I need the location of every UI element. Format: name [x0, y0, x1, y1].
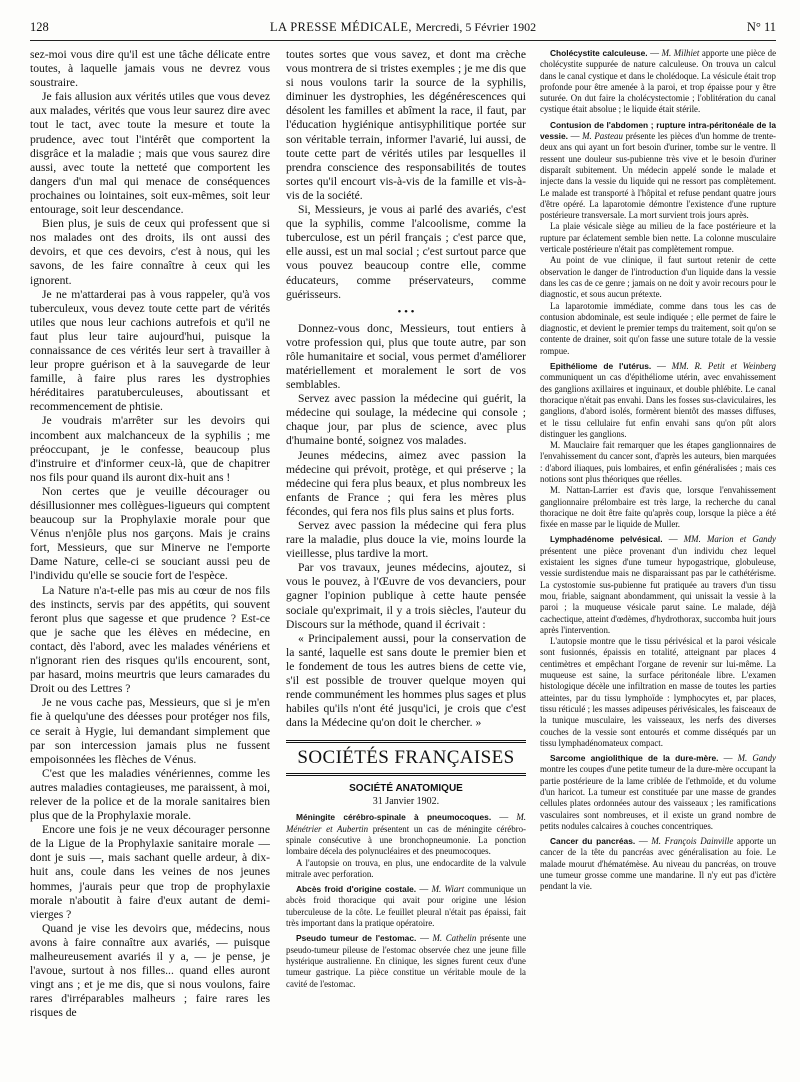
column-left: [30, 48, 270, 1078]
report-authors: MM. Marion et Gandy: [683, 534, 776, 545]
report-entry: Cholécystite calculeuse. — M. Milhiet apporte une pièce de cholécystite suppurée de nature calculeuse. On trouva un calcul dans le canal cystique et dans le cholédoque. La vésicule était trop profonde pour être amenée à la paroi, et trop épaisse pour y être suturée. On dut faire la cholécystectomie ; l'oblitération du canal cystique était absolue ; le liquide était stérile.: [540, 48, 776, 115]
report-entry: Pseudo tumeur de l'estomac. — M. Cathelin présente une pseudo-tumeur pileuse de l'estomac observée chez une jeune fille hystérique australienne. En clinique, les signes furent ceux d'une tumeur gastrique. La pièce constitue un véritable moule de la cavité de l'estomac.: [286, 933, 526, 989]
report-title: Méningite cérébro-spinale à pneumocoques.: [296, 812, 492, 823]
report-paragraph: La plaie vésicale siège au milieu de la face postérieure et la rupture par éclatement semble bien nette. La colonne musculaire verticale postérieure n'était pas complètement rompue.: [540, 221, 776, 255]
page-number: 128: [30, 20, 49, 34]
report-title: Cholécystite calculeuse.: [550, 48, 648, 58]
report-entry: Epithéliome de l'utérus. — MM. R. Petit et Weinberg communiquent un cas d'épithéliome utérin, avec envahissement des ganglions axillaires et inguinaux, et double phlébite. Le canal thoracique n'était pas envahi. Dans les fosses sus-claviculaires, les ganglions, d'abord isolés, formèrent bientôt des masses diffuses, et le tissu cellulaire fut enfin envahi sans qu'on pût alors distinguer les ganglions.: [540, 361, 776, 439]
report-title: Lymphadénome pelvésical.: [550, 534, 663, 545]
paragraph: Non certes que je veuille décourager ou désillusionner mes collègues-ligueurs qui comptent beaucoup sur la Prophylaxie morale pour que Vénus n'enjôle plus nos garçons. Mais je crains fort, Messieurs, que sur Minerve ne l'emporte Dame Nature, celle-ci se souciant aussi peu de l'individu qu'elle se soucie fort de l'espèce.: [30, 484, 270, 583]
report-body: présente une pseudo-tumeur pileuse de l'estomac observée chez une jeune fille hystérique australienne. En clinique, les signes furent ceux d'une tumeur gastrique. La pièce constitue un véritable moule de la cavité de l'estomac.: [286, 933, 526, 989]
issue-date: Mercredi, 5 Février 1902: [415, 20, 537, 34]
report-paragraph: Au point de vue clinique, il faut surtout retenir de cette observation le danger de l'introduction d'un liquide dans la vessie dans les cas de ce genre ; jamais on ne doit y avoir recours pour le diagnostic, et sous aucun prétexte.: [540, 255, 776, 300]
paragraph: C'est que les maladies vénériennes, comme les autres maladies contagieuses, me paraissent, à moi, relever de la police et de la morale sanitaires bien plus que de la Prophylaxie morale.: [30, 766, 270, 823]
report-entry: Cancer du pancréas. — M. François Dainville apporte un cancer de la tête du pancréas avec généralisation au foie. Le malade mourut d'hématémèse. Au niveau du pancréas, on trouve une tumeur grosse comme une mandarine. Il n'y eut pas d'ictère pendant la vie.: [540, 836, 776, 892]
paragraph: Je ne m'attarderai pas à vous rappeler, qu'à vos tuberculeux, vous devez toute cette part de vérités utiles que nous leur cachions autrefois et qu'il ne faut plus leur taire aujourd'hui, puisque la connaissance de ces vérités leur sert à travailler à leur propre guérison et à la sauvegarde de leur famille, à faire plus rares les dystrophies héréditaires paratuberculeuses, aboutissant et recommencement de phtisie.: [30, 287, 270, 414]
report-body: présentent une pièce provenant d'un individu chez lequel existaient les signes d'une tumeur hypogastrique, globuleuse, vessie surdistendue mais ne disparaissant pas par le cathétérisme. La cystostomie sus-pubienne fut pratiquée au travers d'un tissu mou, friable, saignant abondamment, qui unissait la vessie à la paroi ; la muqueuse vésicale parut saine. Le malade, déjà cachectique, atteint d'œdèmes, d'hydrothorax, succomba huit jours après l'intervention.: [540, 545, 776, 635]
report-paragraph: La laparotomie immédiate, comme dans tous les cas de contusion abdominale, est seule indiquée ; elle permet de faire le diagnostic, et devient le premier temps du traitement, soit qu'on se contente de drainer, soit qu'on fasse une suture totale de la vessie rompue.: [540, 300, 776, 356]
report-body: montre les coupes d'une petite tumeur de la dure-mère occupant la partie postérieure de la lame criblée de l'ethmoïde, et du volume d'un haricot. La tumeur est constituée par une masse de grandes cellules plates ordonnées autour des vaisseaux ; les ramifications vasculaires sont nombreuses, et il existe un grand nombre de petits nodules calcaires à couches concentriques.: [540, 764, 776, 831]
paragraph: Servez avec passion la médecine qui guérit, la médecine qui soulage, la médecine qui console ; chaque jour, par plus de science, avec plus d'humaine bonté, soignez vos malades.: [286, 392, 526, 448]
report-title: Contusion de l'abdomen ; rupture intra-péritonéale de la vessie.: [540, 119, 776, 142]
report-title: Epithéliome de l'utérus.: [550, 361, 652, 372]
report-authors: M. Gandy: [737, 753, 776, 764]
society-reports: [286, 812, 526, 989]
society-name: SOCIÉTÉ ANATOMIQUE: [349, 783, 463, 795]
report-body: présentent un cas de méningite cérébro-spinale consécutive à une bronchopneumonie. La ponction lombaire décela des polynucléaires et des pneumocoques.: [286, 823, 526, 857]
report-entry: Sarcome angiolithique de la dure-mère. — M. Gandy montre les coupes d'une petite tumeur de la dure-mère occupant la partie postérieure de la lame criblée de l'ethmoïde, et du volume d'un haricot. La tumeur est constituée par une masse de grandes cellules plates ordonnées autour des vaisseaux ; les ramifications vasculaires sont nombreuses, et il existe un grand nombre de petits nodules calcaires à couches concentriques.: [540, 753, 776, 831]
paragraph: sez-moi vous dire qu'il est une tâche délicate entre toutes, à laquelle jamais vous ne devrez vous soustraire.: [30, 48, 270, 90]
report-body: communique un abcès froid thoracique qui avait pour origine une lésion tuberculeuse de la côte. Le feuillet pleural n'était pas épaissi, fait très important dans la pratique opératoire.: [286, 884, 526, 929]
journal-title: [30, 20, 776, 35]
report-body: apporte un cancer de la tête du pancréas avec généralisation au foie. Le malade mourut d'hématémèse. Au niveau du pancréas, on trouve une tumeur grosse comme une mandarine. Il n'y eut pas d'ictère pendant la vie.: [540, 836, 776, 892]
report-authors: M. Wiart: [431, 884, 465, 895]
paragraph: Si, Messieurs, je vous ai parlé des avariés, c'est que la syphilis, comme l'alcoolisme, comme la tuberculose, est un péril français ; c'est parce que, elle aussi, est un mal social ; c'est surtout parce que vous pouvez beaucoup contre elle, comme éducateurs, comme préservateurs, comme guérisseurs.: [286, 203, 526, 301]
paragraph: Donnez-vous donc, Messieurs, tout entiers à votre profession qui, plus que toute autre, par son rôle humanitaire et social, vous permet d'améliorer matériellement et moralement le sort de vos semblables.: [286, 321, 526, 392]
report-paragraph: L'autopsie montre que le tissu périvésical et la paroi vésicale sont fusionnés, épaissis en totalité, atteignant par places 4 centimètres et empêchant l'organe de revenir sur lui-même. La muqueuse est saine, la surface péritonéale libre. L'examen histologique décèle une infiltration en masse de toutes les parties atteintes, par du tissu lymphoïde : lymphocytes et, par places, tissu réticulé ; les masses adipeuses périvésicales, les faisceaux de la tunique musculaire, les vaisseaux, les nerfs des diverses couches de la vessie sont entourés et comme disséqués par un tissu lymphadénomateux compact.: [540, 636, 776, 748]
report-entry: Méningite cérébro-spinale à pneumocoques. — M. Ménétrier et Aubertin présentent un cas de méningite cérébro-spinale consécutive à une bronchopneumonie. La ponction lombaire décela des polynucléaires et des pneumocoques.: [286, 812, 526, 857]
issue-number: N° 11: [746, 20, 776, 34]
paragraph: Servez avec passion la médecine qui fera plus rare la maladie, plus douce la vie, moins lourde la vieillesse, plus tardive la mort.: [286, 519, 526, 561]
report-authors: M. Milhiet: [661, 48, 700, 58]
report-body: présente les pièces d'un homme de trente-deux ans qui ayant un fort besoin d'uriner, tombe sur le ventre. Il ressent une douleur sus-pubienne très vive et le besoin d'uriner disparaît subitement. Un médecin appelé sonde le malade et injecte dans la vessie du liquide qui ne ressort pas complètement. Le malade est transporté à l'hôpital et refuse pendant quatre jours d'être opéré. La laparotomie démontre l'existence d'une rupture postérieure transversale. La mort survient trois jours après.: [540, 131, 776, 221]
report-entry: Lymphadénome pelvésical. — MM. Marion et Gandy présentent une pièce provenant d'un individu chez lequel existaient les signes d'une tumeur hypogastrique, globuleuse, vessie surdistendue mais ne disparaissant pas par le cathétérisme. La cystostomie sus-pubienne fut pratiquée au travers d'un tissu mou, friable, saignant abondamment, qui unissait la vessie à la paroi ; la muqueuse vésicale parut saine. Le malade, déjà cachectique, atteint d'œdèmes, d'hydrothorax, succomba huit jours après l'intervention.: [540, 534, 776, 635]
report-authors: M. Ménétrier et Aubertin: [286, 812, 526, 834]
paragraph: Bien plus, je suis de ceux qui professent que si nos malades ont des droits, ils ont aussi des devoirs, et que ces devoirs, c'est à nous, qui les savons, de les faire connaître à ceux qui les ignorent.: [30, 217, 270, 287]
paragraph: Encore une fois je ne veux décourager personne de la Ligue de la Prophylaxie sanitaire morale — dont je suis —, mais sachant quelle ardeur, à dix-huit ans, coule dans les veines de nos jeunes hommes, j'aurais peur que trop de prophylaxie morale n'aboutit à faire d'eux autant de demi-vierges ?: [30, 823, 270, 921]
column-right: [540, 48, 776, 1078]
report-authors: M. Pasteau: [582, 131, 623, 142]
paragraph: toutes sortes que vous savez, et dont ma crèche vous montrera de si tristes exemples ; je me dis que si nous voulons tarir la source de la syphilis, diminuer les dystrophies, les dégénérescences qui désolent les familles et abîment la race, il faut, par l'éducation hygiénique antisyphilitique portée sur son véritable terrain, informer l'avarié, lui aussi, de toute cette part de vérités utiles par lesquelles il prendra conscience des responsabilités de toutes sortes qu'il encourt vis-à-vis de la famille et vis-à-vis de la société.: [286, 48, 526, 202]
society-date: 31 Janvier 1902.: [372, 796, 440, 808]
running-header: [30, 20, 776, 41]
paragraph: Je voudrais m'arrêter sur les devoirs qui incombent aux malchanceux de la syphilis ; me préoccupant, je le confesse, beaucoup plus d'instruire et d'informer ceux-là, que de chapitrer nos fils pour quand ils auront dix-huit ans !: [30, 414, 270, 484]
report-paragraph: M. Mauclaire fait remarquer que les étapes ganglionnaires de l'envahissement du cancer sont, d'après les auteurs, bien marquées : d'abord iliaques, puis lombaires, et enfin généralisées ; mais ces notions sont plus théoriques que réelles.: [540, 440, 776, 484]
paragraph: Jeunes médecins, aimez avec passion la médecine qui prévoit, protège, et qui préserve ; la médecine qui fera plus beaux, et plus nombreux les enfants de France ; qui fera les mères plus fécondes, qui fera nos fils plus sains et plus forts.: [286, 448, 526, 518]
report-title: Pseudo tumeur de l'estomac.: [296, 933, 417, 944]
paragraph: Quand je vise les devoirs que, médecins, nous avons à faire connaître aux avariés, — puisque malheureusement avariés il y a, — je pense, je l'avoue, surtout à nos filles... quand elles auront vingt ans ; et je me dis, que si nous voulons, faire rares d'irréparables malheurs ; faire rares les risques de: [30, 921, 270, 1020]
report-title: Cancer du pancréas.: [550, 836, 636, 847]
report-body: communiquent un cas d'épithéliome utérin, avec envahissement des ganglions axillaires et inguinaux, et double phlébite. Le canal thoracique n'était pas envahi. Dans les fosses sus-claviculaires, les ganglions, d'abord isolés, formèrent bientôt des masses diffuses, et le tissu cellulaire fut enfin envahi sans qu'on pût alors distinguer les ganglions.: [540, 372, 776, 439]
section-title: SOCIÉTÉS FRANÇAISES: [286, 740, 526, 776]
section-separator: • • •: [397, 305, 415, 318]
report-authors: MM. R. Petit et Weinberg: [671, 361, 776, 372]
report-paragraph: M. Nattan-Larrier est d'avis que, lorsque l'envahissement ganglionnaire prélombaire est très large, la recherche du canal thoracique ne doit être faite qu'après coup, lorsque la pièce a été fixée en masse par le liquide de Muller.: [540, 485, 776, 530]
column-middle: [286, 48, 526, 1078]
quotation: « Principalement aussi, pour la conservation de la santé, laquelle est sans doute le premier bien et le fondement de tous les autres biens de cette vie, s'il est possible de trouver quelque moyen qui rende communément les hommes plus sages et plus habiles qu'ils n'ont été jusqu'ici, je crois que c'est dans la Médecine qu'on doit le chercher. »: [286, 631, 526, 730]
report-authors: M. François Dainville: [651, 836, 734, 847]
journal-name: LA PRESSE MÉDICALE,: [269, 20, 412, 34]
report-body: apporte une pièce de cholécystite suppurée de nature calculeuse. On trouva un calcul dans le canal cystique et dans le cholédoque. La vésicule était trop profonde pour être amenée à la paroi, et trop épaisse pour y être suturée. On dut faire la cholécystectomie ; l'oblitération du canal cystique était absolue ; le liquide était stérile.: [540, 48, 776, 115]
paragraph: Je ne vous cache pas, Messieurs, que si je m'en fie à quelqu'une des déesses pour protéger nos fils, ce serait à Hygie, lui demandant simplement que par son intercession jamais plus ne fussent empoisonnées les flèches de Vénus.: [30, 696, 270, 766]
report-entry: Abcès froid d'origine costale. — M. Wiart communique un abcès froid thoracique qui avait pour origine une lésion tuberculeuse de la côte. Le feuillet pleural n'était pas épaissi, fait très important dans la pratique opératoire.: [286, 884, 526, 929]
paragraph: Par vos travaux, jeunes médecins, ajoutez, si vous le pouvez, à l'Œuvre de vos devanciers, pour gagner l'opinion publique à cette haute pensée sociale qu'exprimait, il y a trois siècles, l'auteur du Discours sur la méthode, quand il écrivait :: [286, 561, 526, 631]
report-title: Sarcome angiolithique de la dure-mère.: [550, 753, 719, 764]
paragraph: La Nature n'a-t-elle pas mis au cœur de nos fils des instincts, servis par des appétits, qui souvent feront plus que sagesse et que prudence ? Est-ce que je sache que les élèves en médecine, en contact, dès l'abord, avec les malades vénériens et n'ignorant rien des risques qu'ils encourent, sont, par hasard, moins meurtris que leurs camarades du Droit ou des Lettres ?: [30, 583, 270, 696]
report-entry: Contusion de l'abdomen ; rupture intra-péritonéale de la vessie. — M. Pasteau présente les pièces d'un homme de trente-deux ans qui ayant un fort besoin d'uriner, tombe sur le ventre. Il ressent une douleur sus-pubienne très vive et le besoin d'uriner disparaît subitement. Un médecin appelé sonde le malade et injecte dans la vessie du liquide qui ne ressort pas complètement. Le malade est transporté à l'hôpital et refuse pendant quatre jours d'être opéré. La laparotomie démontre l'existence d'une rupture postérieure transversale. La mort survient trois jours après.: [540, 119, 776, 221]
report-authors: M. Cathelin: [432, 933, 477, 944]
report-title: Abcès froid d'origine costale.: [296, 884, 417, 895]
paragraph: Je fais allusion aux vérités utiles que vous devez aux malades, vérités que vous leur saurez dire avec tout le tact, avec toute la mesure et toute la prudence, avec tout l'intérêt que comportent la disgrâce et la maladie ; mais que vous saurez dire aussi, avec toute la netteté que comportent les dangers d'un mal qui menace de conséquences prochaines ou lointaines, soit eux-mêmes, soit leur entourage, soit leur descendance.: [30, 90, 270, 217]
report-paragraph: A l'autopsie on trouva, en plus, une endocardite de la valvule mitrale avec perforation.: [286, 857, 526, 879]
